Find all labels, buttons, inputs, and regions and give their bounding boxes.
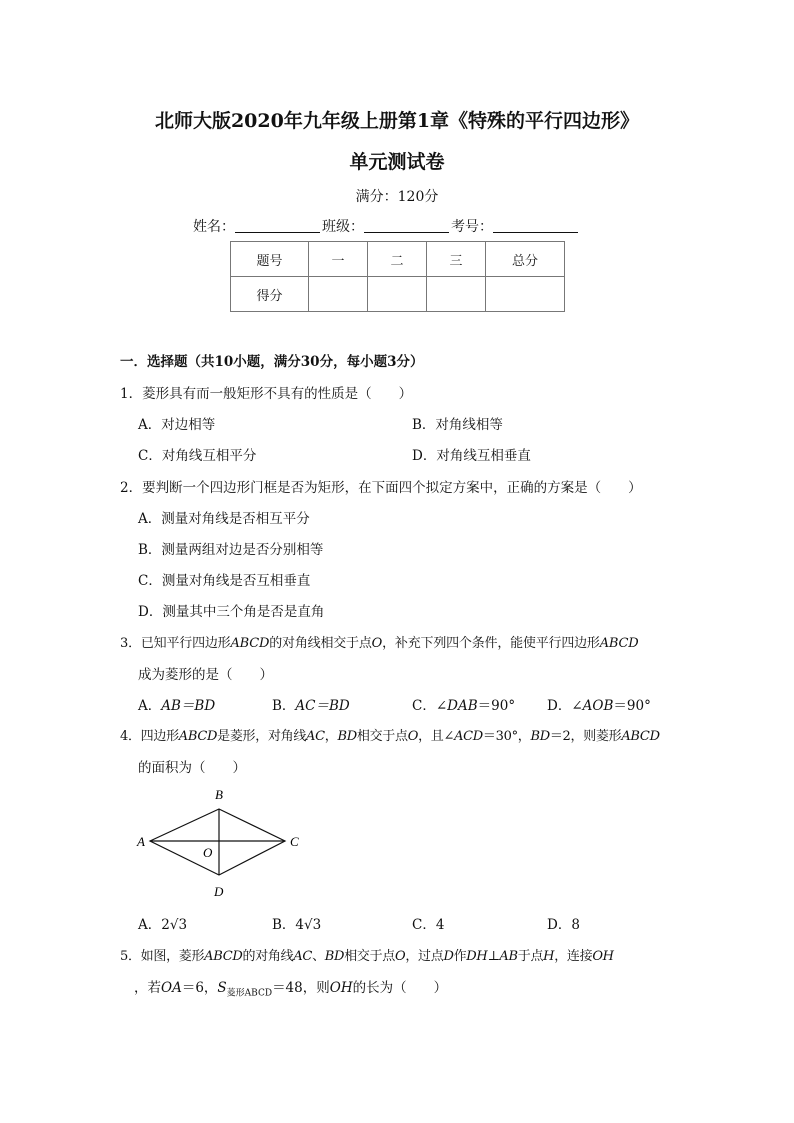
header-cell: 题号: [231, 242, 309, 277]
q4-var: BD: [337, 729, 357, 744]
q3-text: 3．已知平行四边形: [120, 636, 231, 651]
q3-option-letter: B．: [272, 698, 296, 714]
q5-text: ，过点: [405, 949, 444, 964]
q4-option-b: B．4√3: [272, 917, 322, 933]
class-label: 班级：: [322, 219, 364, 235]
q2-option-d: D．测量其中三个角是否是直角: [138, 604, 325, 620]
label-d: D: [214, 884, 224, 899]
label-c: C: [290, 834, 299, 849]
score-cell: [368, 277, 427, 312]
q3-option-var: DAB: [447, 698, 478, 714]
header-cell: 三: [427, 242, 486, 277]
name-blank: [235, 218, 320, 233]
q3-option-d: [547, 694, 651, 714]
q3-var-o: O: [371, 636, 383, 651]
q5-text: 、: [312, 949, 325, 964]
full-score: 满分：120分: [355, 189, 439, 205]
q4-text: 相交于点: [356, 729, 408, 744]
q5-var: S: [217, 980, 227, 996]
q4-text: 是菱形，对角线: [217, 729, 307, 744]
q5-var: OH: [592, 949, 614, 964]
q4-var: BD: [530, 729, 550, 744]
q5-text: 作: [453, 949, 467, 964]
q5-var: AB: [499, 949, 518, 964]
q5-var: AC: [293, 949, 313, 964]
q4-option-d: D．8: [547, 917, 580, 933]
q5-var: O: [395, 949, 406, 964]
section-heading: 一．选择题（共10小题，满分30分，每小题3分）: [120, 354, 424, 370]
q4-stem-line1: [120, 725, 660, 744]
document-title-line2: 单元测试卷: [349, 151, 445, 173]
q5-text: ＝48，则: [272, 980, 330, 996]
q5-var: OH: [329, 980, 353, 996]
q2-option-b: B．测量两组对边是否分别相等: [138, 542, 324, 558]
score-table: [230, 241, 565, 312]
q5-stem-line2: [134, 976, 447, 999]
q1-option-b: B．对角线相等: [412, 417, 503, 433]
q4-var: ACD: [454, 729, 483, 744]
student-info: [193, 216, 580, 236]
q5-text: 5．如图，菱形: [120, 949, 205, 964]
q4-text: ，且∠: [418, 729, 455, 744]
score-cell: [427, 277, 486, 312]
q4-text: 4．四边形: [120, 729, 179, 744]
q5-var: BD: [324, 949, 345, 964]
rhombus-outline: [150, 809, 285, 875]
class-blank: [364, 218, 449, 233]
q3-option-value: ＝90°: [613, 698, 651, 714]
q3-option-c: [412, 694, 515, 714]
q3-option-a: [138, 694, 215, 714]
q5-text: ＝6，: [181, 980, 218, 996]
q5-text: ，若: [134, 980, 161, 996]
q5-text: 的长为（ ）: [352, 980, 448, 996]
q3-option-value: ＝90°: [477, 698, 516, 714]
header-cell: 一: [309, 242, 368, 277]
header-cell: 总分: [486, 242, 565, 277]
rhombus-diagram: [133, 784, 313, 904]
q4-text: ，: [324, 729, 338, 744]
q5-text: 的对角线: [242, 949, 294, 964]
score-table-score-row: [231, 277, 565, 312]
q4-var: ABCD: [178, 729, 218, 744]
q1-stem: 1．菱形具有而一般矩形不具有的性质是（ ）: [120, 386, 413, 402]
q3-option-text: AC＝BD: [295, 698, 350, 714]
q5-subscript: 菱形ABCD: [226, 988, 273, 999]
q4-var: ABCD: [621, 729, 660, 744]
exam-no-blank: [493, 218, 578, 233]
q4-var: O: [407, 729, 419, 744]
name-label: 姓名：: [193, 219, 235, 235]
q2-option-c: C．测量对角线是否互相垂直: [138, 573, 311, 589]
label-o: O: [203, 845, 213, 860]
q5-text: ，连接: [554, 949, 593, 964]
q5-text: 于点: [517, 949, 544, 964]
q3-option-letter: D．∠: [547, 698, 583, 714]
q5-var: DH: [466, 949, 488, 964]
q5-var: ABCD: [204, 949, 243, 964]
q3-option-b: [272, 694, 350, 714]
document-title-line1: 北师大版2020年九年级上册第1章《特殊的平行四边形》: [154, 110, 640, 132]
q5-stem-line1: [120, 945, 614, 964]
q2-stem: 2．要判断一个四边形门框是否为矩形，在下面四个拟定方案中，正确的方案是（ ）: [120, 480, 642, 496]
q4-option-c: C．4: [412, 917, 445, 933]
q5-var: D: [443, 949, 454, 964]
q3-text: ，补充下列四个条件，能使平行四边形: [382, 636, 600, 651]
q1-option-c: C．对角线互相平分: [138, 448, 257, 464]
q3-stem-line1: [120, 632, 639, 651]
q3-option-letter: C．∠: [412, 698, 448, 714]
q3-option-text: AB＝BD: [161, 698, 216, 714]
q3-option-letter: A．: [138, 698, 162, 714]
score-cell: [309, 277, 368, 312]
q4-text: ＝30°，: [482, 729, 531, 744]
label-b: B: [215, 787, 223, 802]
q5-var: OA: [161, 980, 182, 996]
score-table-header-row: [231, 242, 565, 277]
q5-text: ⊥: [487, 949, 500, 964]
row-label-cell: 得分: [231, 277, 309, 312]
exam-no-label: 考号：: [451, 219, 493, 235]
q1-option-d: D．对角线互相垂直: [412, 448, 531, 464]
q3-var-abcd: ABCD: [599, 636, 639, 651]
q2-option-a: A．测量对角线是否相互平分: [138, 511, 310, 527]
q4-text: ＝2，则菱形: [549, 729, 622, 744]
header-cell: 二: [368, 242, 427, 277]
q5-text: 相交于点: [344, 949, 395, 964]
q3-text: 的对角线相交于点: [269, 636, 372, 651]
score-cell: [486, 277, 565, 312]
q3-stem-line2: 成为菱形的是（ ）: [138, 667, 273, 683]
q3-var-abcd: ABCD: [230, 636, 270, 651]
q4-option-a: A．2√3: [138, 917, 188, 933]
q1-option-a: A．对边相等: [138, 417, 216, 433]
label-a: A: [137, 834, 145, 849]
q5-var: H: [543, 949, 555, 964]
q4-stem-line2: 的面积为（ ）: [138, 760, 246, 776]
q4-var: AC: [306, 729, 325, 744]
q3-option-var: AOB: [582, 698, 614, 714]
